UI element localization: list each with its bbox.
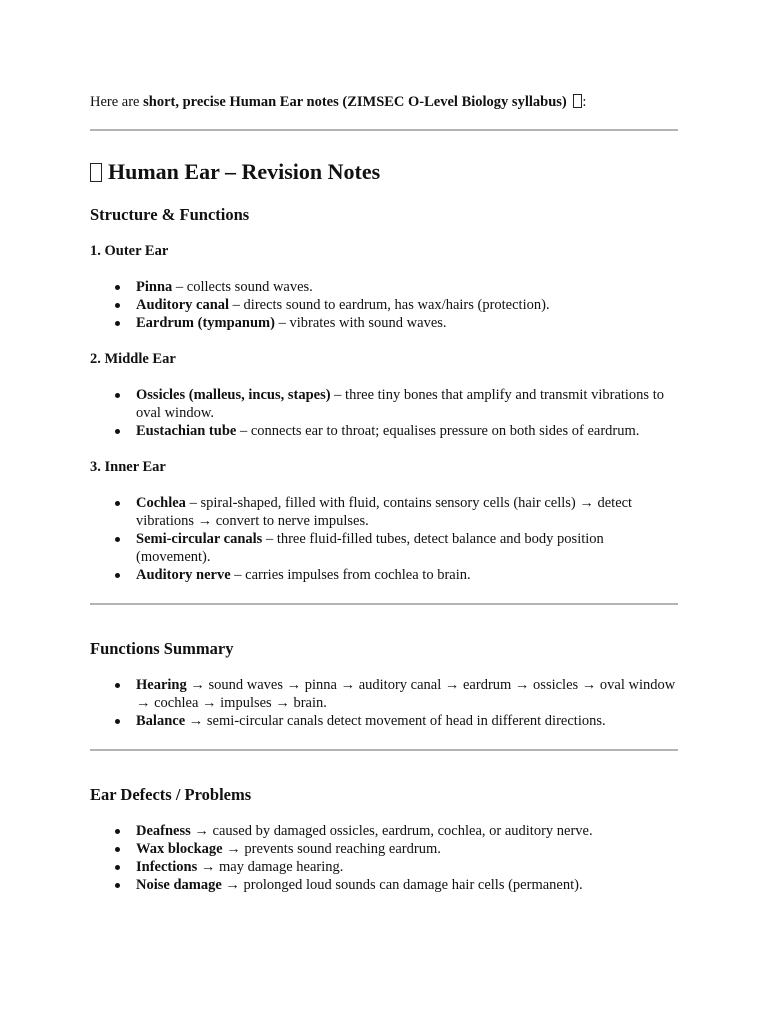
list-item: [136, 840, 678, 858]
list-item-term: Eustachian tube: [136, 423, 237, 439]
subheading-middle-ear: 2. Middle Ear: [90, 351, 176, 367]
list-item: [136, 494, 678, 530]
list-item-term: Pinna: [136, 279, 173, 295]
intro-suffix: :: [582, 94, 587, 110]
list-item: [136, 712, 678, 730]
divider: [90, 749, 678, 751]
list-item-text: → may damage hearing.: [197, 859, 344, 875]
list-item: [136, 566, 678, 584]
list-item-term: Balance: [136, 713, 186, 729]
list-item-text: – connects ear to throat; equalises pressure on both sides of eardrum.: [236, 423, 640, 439]
list-item-text: → prolonged loud sounds can damage hair cells (permanent).: [221, 877, 583, 893]
intro-prefix: Here are: [90, 94, 144, 110]
list-item-term: Noise damage: [136, 877, 222, 893]
list-item-term: Wax blockage: [136, 841, 223, 857]
missing-glyph-icon: [90, 163, 102, 182]
list-item-term: Ossicles (malleus, incus, stapes): [136, 387, 331, 403]
list-item: [136, 278, 678, 296]
list-item-text: – carries impulses from cochlea to brain.: [230, 567, 471, 583]
list-item: [136, 314, 678, 332]
middle-ear-list: [90, 386, 678, 440]
list-item-text: → semi-circular canals detect movement of head in different directions.: [185, 713, 606, 729]
outer-ear-list: [90, 278, 678, 332]
list-item: [136, 822, 678, 840]
list-item-text: – directs sound to eardrum, has wax/hairs (protection).: [229, 297, 550, 313]
list-item: [136, 858, 678, 876]
list-item: [136, 876, 678, 894]
list-item-text: – spiral-shaped, filled with fluid, contains sensory cells (hair cells) → detect vibrations → convert to nerve impulses.: [136, 495, 633, 529]
list-item-term: Semi-circular canals: [136, 531, 263, 547]
defects-list: [90, 822, 678, 894]
list-item-text: → caused by damaged ossicles, eardrum, cochlea, or auditory nerve.: [190, 823, 593, 839]
list-item-term: Cochlea: [136, 495, 186, 511]
list-item: [136, 386, 678, 422]
list-item-text: – collects sound waves.: [172, 279, 313, 295]
divider: [90, 603, 678, 605]
list-item-text: → sound waves → pinna → auditory canal → eardrum → ossicles → oval window → cochlea → impulses → brain.: [136, 677, 676, 711]
list-item-term: Eardrum (tympanum): [136, 315, 275, 331]
list-item-term: Auditory canal: [136, 297, 230, 313]
list-item-text: – three fluid-filled tubes, detect balance and body position (movement).: [136, 531, 604, 565]
section-heading-structure: Structure & Functions: [90, 205, 250, 224]
list-item-text: – three tiny bones that amplify and transmit vibrations to oval window.: [136, 387, 664, 421]
intro-paragraph: [90, 93, 678, 111]
functions-summary-list: [90, 676, 678, 730]
list-item-term: Deafness: [136, 823, 191, 839]
list-item-term: Auditory nerve: [136, 567, 231, 583]
page-title-text: Human Ear – Revision Notes: [108, 159, 381, 184]
missing-glyph-icon: [573, 94, 582, 108]
subheading-inner-ear: 3. Inner Ear: [90, 459, 166, 475]
inner-ear-list: [90, 494, 678, 584]
list-item-text: – vibrates with sound waves.: [274, 315, 447, 331]
list-item: [136, 296, 678, 314]
list-item: [136, 422, 678, 440]
section-heading-functions-summary: Functions Summary: [90, 639, 234, 658]
document-content: [90, 93, 678, 894]
list-item: [136, 530, 678, 566]
divider: [90, 129, 678, 131]
subheading-outer-ear: 1. Outer Ear: [90, 243, 169, 259]
intro-bold: short, precise Human Ear notes (ZIMSEC O-Level Biology syllabus): [143, 94, 567, 110]
list-item-text: → prevents sound reaching eardrum.: [222, 841, 441, 857]
list-item-term: Hearing: [136, 677, 187, 693]
list-item-term: Infections: [136, 859, 198, 875]
page-title: [90, 159, 678, 185]
section-heading-defects: Ear Defects / Problems: [90, 785, 252, 804]
list-item: [136, 676, 678, 712]
